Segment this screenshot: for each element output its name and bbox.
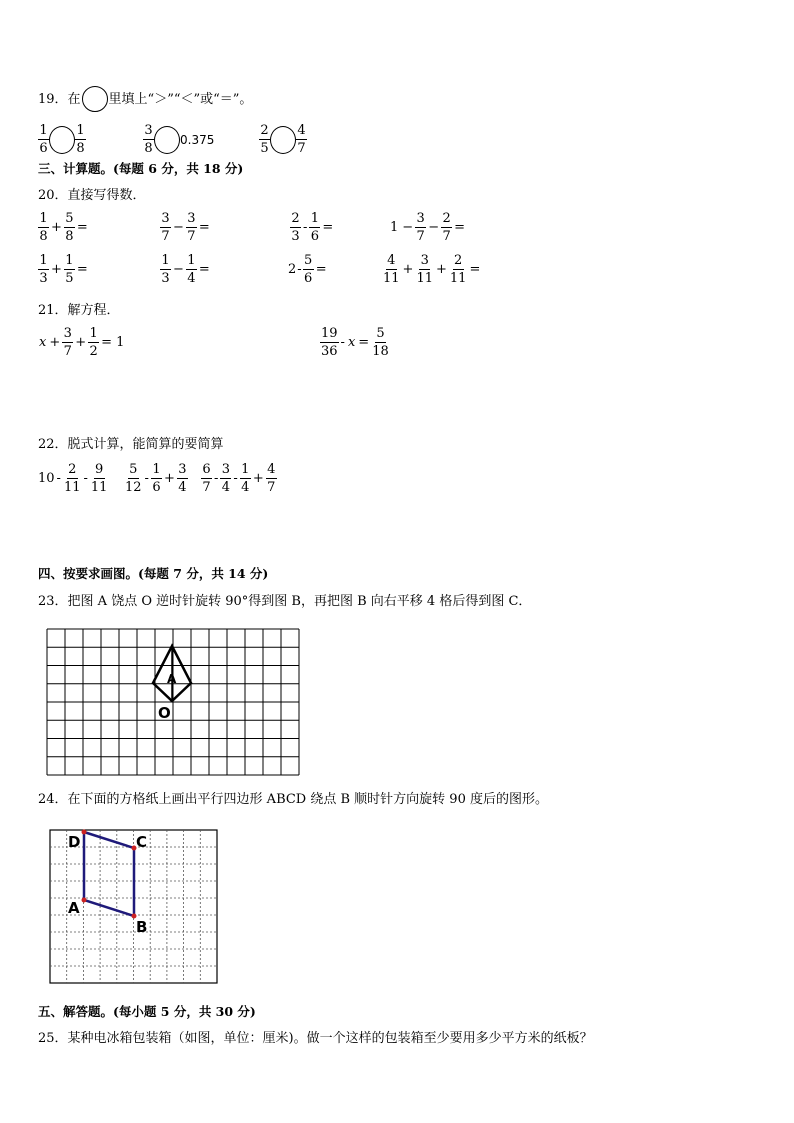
compare-circle-icon[interactable] xyxy=(270,126,296,154)
q20-title: 20．直接写得数． xyxy=(38,188,146,203)
fraction: $\frac{2}{5}$ xyxy=(260,123,269,156)
fraction: $\frac{1}{6}$ xyxy=(39,123,48,156)
section-3-heading: 三、计算题。(每题 6 分，共 18 分) xyxy=(38,161,244,176)
q24-title: 24．在下面的方格纸上画出平行四边形 ABCD 绕点 B 顺时针方向旋转 90 度后的图形。 xyxy=(38,792,548,807)
q23-grid-lines xyxy=(47,629,299,775)
label-d: D xyxy=(68,833,81,851)
section-5-heading: 五、解答题。(每小题 5 分，共 30 分) xyxy=(38,1004,256,1019)
q23-grid xyxy=(46,628,300,776)
fraction: $\frac{1}{8}$ xyxy=(76,123,85,156)
q24-grid xyxy=(48,828,220,986)
q20-expr-6: $\frac{1}{3}$ − $\frac{1}{4}$ = xyxy=(161,253,210,286)
q20-expr-3: $\frac{2}{3}$ - $\frac{1}{6}$ = xyxy=(291,211,334,244)
q25-title: 25．某种电冰箱包装箱（如图，单位：厘米)。做一个这样的包装箱至少要用多少平方米的纸板？ xyxy=(38,1031,593,1046)
section-4-heading: 四、按要求画图。(每题 7 分，共 14 分) xyxy=(38,566,269,581)
fraction: $\frac{3}{8}$ xyxy=(144,123,153,156)
q21-equation-1: x + $\frac{3}{7}$ + $\frac{1}{2}$ = 1 xyxy=(39,326,125,359)
blank-circle-icon xyxy=(82,86,108,112)
label-b: B xyxy=(136,918,148,936)
fraction: $\frac{4}{7}$ xyxy=(297,123,306,156)
q22-expr-2: $\frac{5}{12}$ - $\frac{1}{6}$ + $\frac{3}{4}$ xyxy=(125,462,187,495)
q20-expr-5: $\frac{1}{3}$ + $\frac{1}{5}$ = xyxy=(39,253,88,286)
q19-item-3 xyxy=(259,124,307,155)
q20-expr-1: $\frac{1}{8}$ + $\frac{5}{8}$ = xyxy=(39,211,88,244)
parallelogram-abcd xyxy=(84,832,134,916)
compare-circle-icon[interactable] xyxy=(154,126,180,154)
q21-title: 21．解方程． xyxy=(38,303,120,318)
q19-item-2 xyxy=(143,124,214,155)
vertex-a xyxy=(82,898,87,903)
q20-expr-4: 1 − $\frac{3}{7}$ − $\frac{2}{7}$ = xyxy=(390,211,465,244)
q22-expr-3: $\frac{6}{7}$ - $\frac{3}{4}$ - $\frac{1}{4}$ + $\frac{4}{7}$ xyxy=(202,462,276,495)
q21-equation-2: $\frac{19}{36}$ - x = $\frac{5}{18}$ xyxy=(321,326,389,359)
label-a: A xyxy=(68,899,80,917)
decimal-value: 0.375 xyxy=(180,132,215,147)
label-c: C xyxy=(136,833,148,851)
point-o-label: O xyxy=(158,704,171,722)
q20-expr-2: $\frac{3}{7}$ − $\frac{3}{7}$ = xyxy=(161,211,210,244)
vertex-d xyxy=(82,830,87,835)
q20-expr-7: 2- $\frac{5}{6}$ = xyxy=(288,253,327,286)
q19-prompt-a: 19．在 xyxy=(38,91,81,107)
q19-prompt xyxy=(38,86,252,112)
q20-expr-8: $\frac{4}{11}$ + $\frac{3}{11}$ + $\frac{2}{11}$ = xyxy=(383,253,481,286)
q19-item-1 xyxy=(38,124,86,155)
compare-circle-icon[interactable] xyxy=(49,126,75,154)
q23-title: 23．把图 A 饶点 O 逆时针旋转 90°得到图 B，再把图 B 向右平移 4 格后得到图 C． xyxy=(38,594,532,609)
shape-a-label: A xyxy=(167,672,177,686)
q22-title: 22．脱式计算，能简算的要简算 xyxy=(38,437,224,452)
q22-expr-1: 10 - $\frac{2}{11}$ - $\frac{9}{11}$ xyxy=(38,462,108,495)
q19-prompt-b: 里填上“＞”“＜”或“＝”。 xyxy=(108,91,253,107)
